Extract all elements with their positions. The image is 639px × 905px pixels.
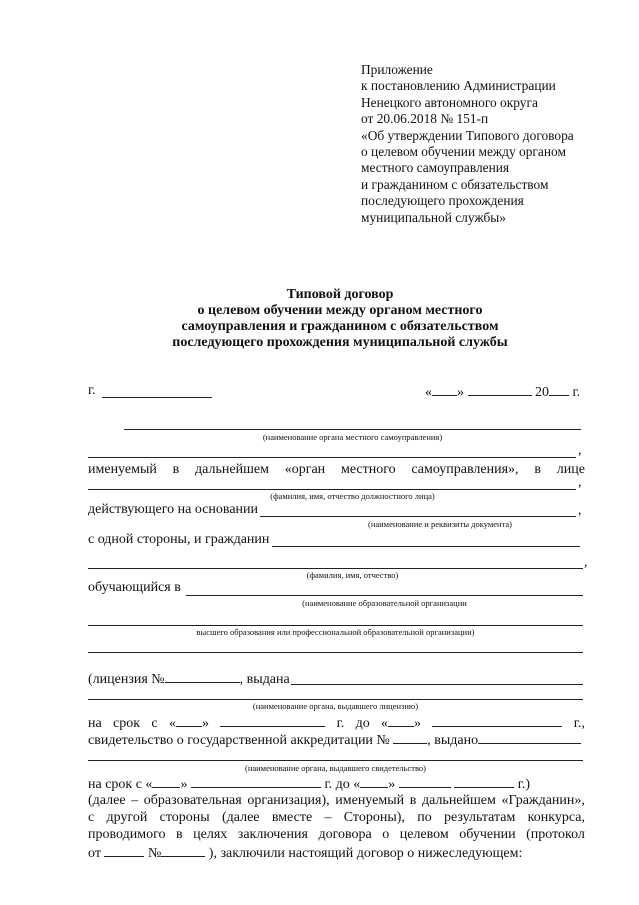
date-year-prefix: 20 bbox=[535, 385, 549, 400]
term2-end-label: г. до « bbox=[324, 777, 361, 792]
annex-line: местного самоуправления bbox=[361, 160, 510, 176]
word: с bbox=[151, 716, 158, 731]
protocol-date-field[interactable] bbox=[104, 844, 144, 857]
word: по bbox=[417, 810, 432, 825]
license-row bbox=[88, 670, 290, 688]
word: целях bbox=[193, 827, 228, 842]
word: проводимого bbox=[88, 827, 166, 842]
acting-basis-label: действующего на основании bbox=[88, 502, 259, 517]
org-name-field[interactable] bbox=[124, 429, 581, 430]
caption-edu-type: высшего образования или профессиональной образовательной организации) bbox=[196, 627, 475, 637]
title-line: самоуправления и гражданином с обязательством bbox=[181, 319, 499, 334]
caption-official: (фамилия, имя, отчество должностного лица) bbox=[270, 491, 435, 501]
word: вместе bbox=[271, 810, 313, 825]
word: конкурса, bbox=[527, 810, 585, 825]
annex-block bbox=[361, 62, 574, 226]
annex-line: и гражданином с обязательством bbox=[361, 176, 549, 192]
term2-start-month-field[interactable] bbox=[191, 775, 321, 788]
basis-document-field[interactable] bbox=[260, 516, 576, 517]
word: другой bbox=[106, 810, 148, 825]
word: «Гражданин», bbox=[501, 793, 585, 808]
word: договора bbox=[318, 827, 372, 842]
date-close-quote: » bbox=[457, 385, 464, 400]
date-month-field[interactable] bbox=[468, 383, 532, 396]
word: дальнейшем bbox=[421, 793, 496, 808]
word: лице bbox=[556, 462, 585, 477]
word: № bbox=[147, 846, 162, 861]
annex-line: муниципальной службы» bbox=[361, 209, 506, 225]
word: заключения bbox=[237, 827, 308, 842]
word: о bbox=[382, 827, 390, 842]
word: от bbox=[88, 846, 101, 861]
title-line: о целевом обучении между органом местного bbox=[197, 303, 483, 318]
title-line: последующего прохождения муниципальной службы bbox=[172, 335, 508, 350]
word: обучении bbox=[459, 827, 516, 842]
last-line bbox=[88, 844, 522, 862]
one-side-label: с одной стороны, и гражданин bbox=[88, 532, 270, 547]
cert-issuer-field[interactable] bbox=[478, 731, 581, 744]
word: организация), bbox=[247, 793, 330, 808]
annex-line: Приложение bbox=[361, 62, 433, 77]
word: г., bbox=[573, 716, 585, 731]
paragraph-line bbox=[88, 827, 585, 843]
term2-start-day-field[interactable] bbox=[152, 775, 180, 788]
term1-start-month-field[interactable] bbox=[220, 714, 325, 727]
edu-org-field[interactable] bbox=[186, 595, 583, 596]
word: с bbox=[88, 810, 95, 825]
word: целевом bbox=[399, 827, 449, 842]
license-number-field[interactable] bbox=[165, 670, 240, 683]
city-field[interactable] bbox=[102, 397, 212, 398]
word: в bbox=[176, 827, 183, 842]
org-name-field-2[interactable] bbox=[88, 457, 576, 458]
quote: » bbox=[180, 777, 188, 792]
annex-line: от 20.06.2018 № 151-п bbox=[361, 111, 489, 127]
word: ), заключили настоящий договор о нижеследующем: bbox=[208, 846, 523, 861]
date-open-quote: « bbox=[425, 385, 432, 400]
date-day-field[interactable] bbox=[432, 383, 457, 396]
annex-line: о целевом обучении между органом bbox=[361, 144, 566, 160]
caption-citizen: (фамилия, имя, отчество) bbox=[306, 570, 399, 580]
caption-license-issuer: (наименование органа, выдавшего лицензию) bbox=[252, 701, 419, 711]
date-year-field[interactable] bbox=[549, 383, 569, 396]
date-row bbox=[425, 383, 580, 401]
comma: , bbox=[584, 555, 588, 570]
paragraph-line bbox=[88, 793, 585, 809]
term2-end-day-field[interactable] bbox=[360, 775, 388, 788]
term1-start-day-field[interactable] bbox=[176, 714, 202, 727]
word: именуемый bbox=[88, 462, 157, 477]
document-title bbox=[90, 287, 590, 351]
cert-issuer-field-2[interactable] bbox=[88, 760, 583, 761]
annex-line: к постановлению Администрации bbox=[361, 78, 556, 94]
word: именуемый bbox=[335, 793, 405, 808]
word: дальнейшем bbox=[195, 462, 269, 477]
protocol-number-field[interactable] bbox=[161, 844, 205, 857]
word: в bbox=[172, 462, 180, 477]
annex-line: Ненецкого автономного округа bbox=[361, 94, 538, 110]
license-label: (лицензия № bbox=[88, 672, 165, 687]
accreditation-number-field[interactable] bbox=[393, 731, 427, 744]
word: Стороны), bbox=[343, 810, 405, 825]
issued-by-label: , выдана bbox=[239, 672, 290, 687]
term2-start-label: на срок с « bbox=[88, 777, 153, 792]
term2-row bbox=[88, 775, 530, 793]
quote: » bbox=[388, 777, 396, 792]
word: » bbox=[201, 716, 209, 731]
word: срок bbox=[113, 716, 141, 731]
word: до bbox=[355, 716, 370, 731]
issued-by2-label: , выдано bbox=[427, 733, 479, 748]
caption-edu-org: (наименование образовательной организации bbox=[302, 598, 467, 608]
word: в bbox=[409, 793, 417, 808]
paragraph-line bbox=[88, 810, 585, 826]
citizen-name-field-2[interactable] bbox=[88, 568, 583, 569]
accreditation-label: свидетельство о государственной аккредитации № bbox=[88, 733, 390, 748]
term1-row bbox=[88, 714, 585, 732]
word: «орган bbox=[284, 462, 326, 477]
word: образовательная bbox=[143, 793, 242, 808]
word: г. bbox=[336, 716, 345, 731]
word: (далее bbox=[221, 810, 260, 825]
city-label: г. bbox=[88, 383, 96, 398]
caption-document: (наименование и реквизиты документа) bbox=[367, 519, 512, 529]
word: на bbox=[88, 716, 102, 731]
word: « bbox=[381, 716, 389, 731]
word: результатам bbox=[444, 810, 516, 825]
word: г.) bbox=[517, 777, 531, 792]
edu-org-field-2[interactable] bbox=[88, 625, 583, 626]
term1-end-month-field[interactable] bbox=[432, 714, 562, 727]
comma: , bbox=[578, 443, 582, 458]
term2-end-month-field[interactable] bbox=[399, 775, 451, 788]
studying-in-label: обучающийся в bbox=[88, 580, 181, 595]
term1-end-day-field[interactable] bbox=[388, 714, 414, 727]
named-row bbox=[88, 462, 585, 478]
term2-end-year-field[interactable] bbox=[454, 775, 514, 788]
word: местного bbox=[340, 462, 396, 477]
comma: , bbox=[578, 503, 582, 518]
accreditation-row bbox=[88, 731, 581, 749]
edu-org-field-3[interactable] bbox=[88, 652, 583, 653]
annex-line: «Об утверждении Типового договора bbox=[361, 127, 574, 143]
word: самоуправления», bbox=[411, 462, 519, 477]
citizen-name-field[interactable] bbox=[272, 546, 580, 547]
license-issuer-field[interactable] bbox=[291, 684, 583, 685]
comma: , bbox=[578, 475, 582, 490]
annex-line: последующего прохождения bbox=[361, 193, 524, 209]
word: « bbox=[168, 716, 176, 731]
word: – bbox=[324, 810, 332, 825]
caption-org: (наименование органа местного самоуправления) bbox=[262, 432, 443, 442]
date-suffix: г. bbox=[572, 385, 581, 400]
word: (протокол bbox=[526, 827, 585, 842]
word: – bbox=[131, 793, 139, 808]
word: стороны bbox=[159, 810, 210, 825]
title-line: Типовой договор bbox=[286, 287, 394, 302]
caption-cert-issuer: (наименование органа, выдавшего свидетельство) bbox=[244, 763, 426, 773]
word: (далее bbox=[88, 793, 126, 808]
license-issuer-field-2[interactable] bbox=[88, 699, 583, 700]
word: » bbox=[414, 716, 422, 731]
word: в bbox=[534, 462, 541, 477]
official-name-field[interactable] bbox=[88, 489, 576, 490]
